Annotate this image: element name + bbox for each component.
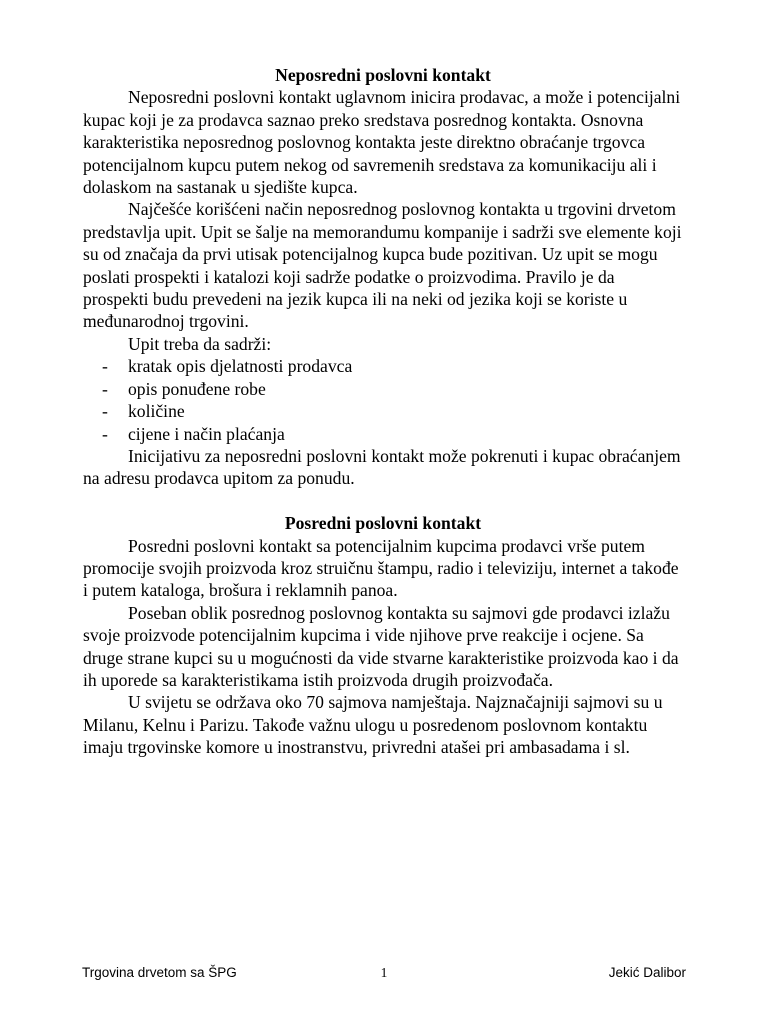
section-title-indirect-contact: Posredni poslovni kontakt — [284, 513, 482, 534]
paragraph: Inicijativu za neposredni poslovni kontakt može pokrenuti i kupac obraćanjem na adresu prodavca upitom za ponudu. — [83, 445, 681, 489]
section-title-direct-contact: Neposredni poslovni kontakt — [275, 65, 491, 85]
list-item — [83, 355, 683, 377]
list-item-text: kratak opis djelatnosti prodavca — [128, 356, 353, 377]
document-page — [83, 64, 683, 759]
paragraph: Najčešće korišćeni način neposrednog poslovnog kontakta u trgovini drvetom predstavlja upit. Upit se šalje na memorandumu kompanije i sadrži sve elemente koji su od značaja da prvi utisak potencijalnog kupca bude pozitivan. Uz upit se mogu poslati prospekti i katalozi koji sadrže podatke o proizvodima. Pravilo je da prospekti budu prevedeni na jezik kupca ili na neki od jezika koji se koriste u međunarodnoj trgovini. — [83, 199, 682, 332]
footer-document-title: Trgovina drvetom sa ŠPG — [82, 965, 237, 980]
paragraph: Posredni poslovni kontakt sa potencijalnim kupcima prodavci vrše putem promocije svojih proizvoda kroz struičnu štampu, radio i televiziju, internet a takođe i putem kataloga, brošura i reklamnih panoa. — [83, 535, 679, 601]
page-footer — [82, 963, 686, 983]
list-item-text: opis ponuđene robe — [128, 378, 266, 399]
list-item-text: cijene i način plaćanja — [128, 423, 285, 444]
paragraph: Poseban oblik posrednog poslovnog kontakta su sajmovi gde prodavci izlažu svoje proizvode potencijalnim kupcima i vide njihove prve reakcije i ocjene. Sa druge strane kupci su u mogućnosti da vide stvarne karakteristike proizvoda kao i da ih uporede sa karakteristikama istih proizvoda drugih proizvođača. — [83, 602, 679, 690]
list-item — [83, 423, 683, 445]
list-marker: - — [102, 401, 108, 422]
list-item-text: količine — [128, 401, 185, 422]
section-spacer — [83, 490, 683, 512]
list-marker: - — [102, 378, 108, 399]
paragraph: U svijetu se održava oko 70 sajmova namještaja. Najznačajniji sajmovi su u Milanu, Kelnu i Parizu. Takođe važnu ulogu u posredenom poslovnom kontaktu imaju trgovinske komore u inostranstvu, privredni atašei pri ambasadama i sl. — [83, 692, 663, 758]
list-intro: Upit treba da sadrži: — [128, 333, 272, 354]
list-marker: - — [102, 356, 108, 377]
footer-author: Jekić Dalibor — [608, 965, 686, 980]
paragraph: Neposredni poslovni kontakt uglavnom inicira prodavac, a može i potencijalni kupac koji je za prodavca saznao preko sredstava posrednog kontakta. Osnovna karakteristika neposrednog poslovnog kontakta jeste direktno obraćanje trgovca potencijalnom kupcu putem nekog od savremenih sredstava za komunikaciju ali i dolaskom na sastanak u sjedište kupca. — [83, 87, 681, 198]
list-marker: - — [102, 423, 108, 444]
requirements-list — [83, 355, 683, 445]
list-item — [83, 378, 683, 400]
list-item — [83, 400, 683, 422]
footer-page-number: 1 — [380, 965, 388, 980]
